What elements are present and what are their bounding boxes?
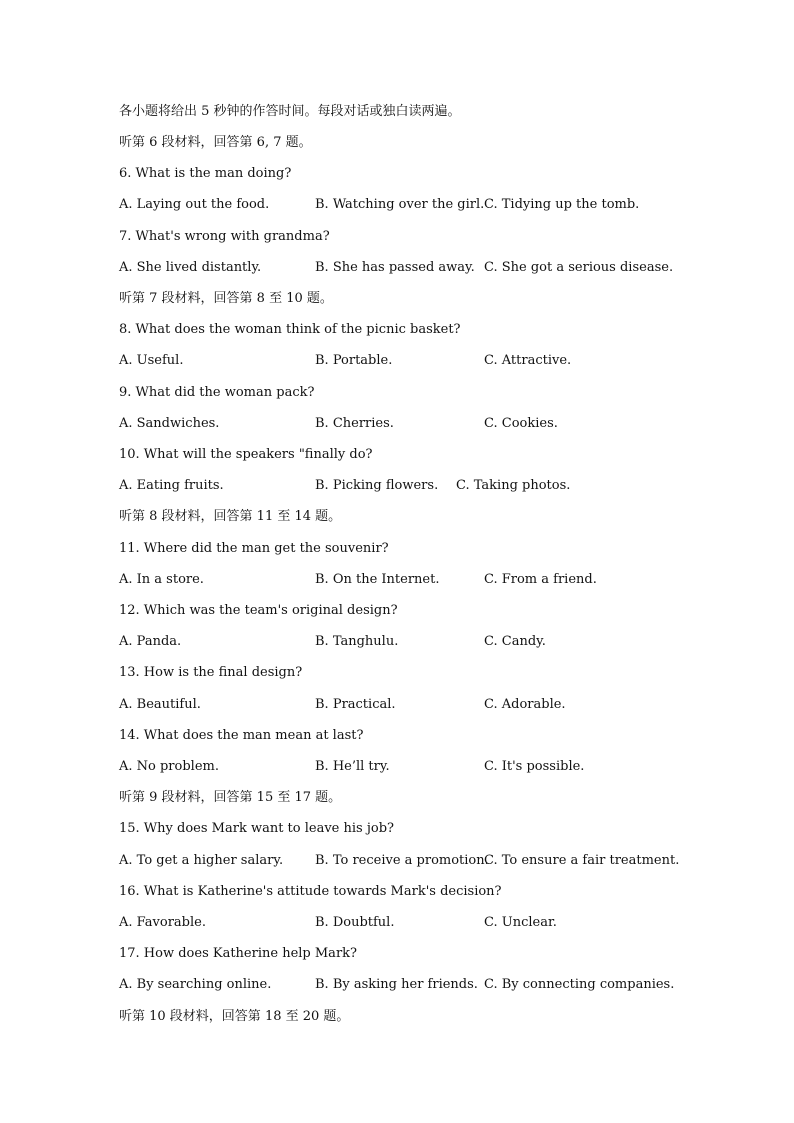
option-b: B. Tanghulu.: [315, 634, 399, 649]
option-b: B. Watching over the girl.: [315, 197, 485, 212]
option-c: C. Attractive.: [484, 353, 572, 368]
option-b: B. By asking her friends.: [315, 977, 478, 992]
option-a: A. Eating fruits.: [119, 478, 224, 493]
option-c: C. She got a serious disease.: [484, 260, 674, 275]
option-c: C. Unclear.: [484, 915, 557, 930]
option-b: B. On the Internet.: [315, 572, 440, 587]
question-text: 14. What does the man mean at last?: [119, 728, 364, 743]
option-a: A. In a store.: [119, 572, 204, 587]
option-b: B. She has passed away.: [315, 260, 475, 275]
option-c: C. Taking photos.: [456, 478, 571, 493]
option-a: A. Favorable.: [119, 915, 206, 930]
option-b: B. Doubtful.: [315, 915, 395, 930]
option-a: A. Beautiful.: [119, 697, 201, 712]
option-a: A. By searching online.: [119, 977, 272, 992]
option-a: A. No problem.: [119, 759, 219, 774]
section-header: 听第 6 段材料，回答第 6, 7 题。: [119, 135, 312, 150]
question-text: 17. How does Katherine help Mark?: [119, 946, 357, 961]
option-a: A. Sandwiches.: [119, 416, 220, 431]
option-c: C. From a friend.: [484, 572, 597, 587]
option-a: A. Laying out the food.: [119, 197, 270, 212]
option-c: C. To ensure a fair treatment.: [484, 853, 680, 868]
question-text: 16. What is Katherine's attitude towards Mark's decision?: [119, 884, 502, 899]
option-a: A. Useful.: [119, 353, 184, 368]
option-a: A. Panda.: [119, 634, 182, 649]
option-b: B. Cherries.: [315, 416, 394, 431]
question-text: 12. Which was the team's original design?: [119, 603, 398, 618]
question-text: 11. Where did the man get the souvenir?: [119, 541, 389, 556]
section-header: 听第 10 段材料，回答第 18 至 20 题。: [119, 1009, 350, 1024]
option-c: C. Adorable.: [484, 697, 566, 712]
option-a: A. To get a higher salary.: [119, 853, 284, 868]
question-text: 8. What does the woman think of the picnic basket?: [119, 322, 461, 337]
option-c: C. Cookies.: [484, 416, 558, 431]
option-c: C. By connecting companies.: [484, 977, 675, 992]
option-b: B. Picking flowers.: [315, 478, 439, 493]
section-header: 听第 8 段材料，回答第 11 至 14 题。: [119, 509, 342, 524]
option-b: B. To receive a promotion.: [315, 853, 489, 868]
option-b: B. He’ll try.: [315, 759, 390, 774]
option-a: A. She lived distantly.: [119, 260, 262, 275]
option-b: B. Practical.: [315, 697, 396, 712]
option-c: C. It's possible.: [484, 759, 585, 774]
question-text: 6. What is the man doing?: [119, 166, 292, 181]
option-c: C. Candy.: [484, 634, 546, 649]
section-header: 听第 7 段材料，回答第 8 至 10 题。: [119, 291, 333, 306]
question-text: 13. How is the final design?: [119, 665, 303, 680]
section-header: 听第 9 段材料，回答第 15 至 17 题。: [119, 790, 342, 805]
intro-line: 各小题将给出 5 秒钟的作答时间。每段对话或独白读两遍。: [119, 104, 461, 119]
question-text: 9. What did the woman pack?: [119, 385, 315, 400]
question-text: 7. What's wrong with grandma?: [119, 229, 330, 244]
option-c: C. Tidying up the tomb.: [484, 197, 640, 212]
question-text: 10. What will the speakers "finally do?: [119, 447, 373, 462]
option-b: B. Portable.: [315, 353, 393, 368]
question-text: 15. Why does Mark want to leave his job?: [119, 821, 394, 836]
